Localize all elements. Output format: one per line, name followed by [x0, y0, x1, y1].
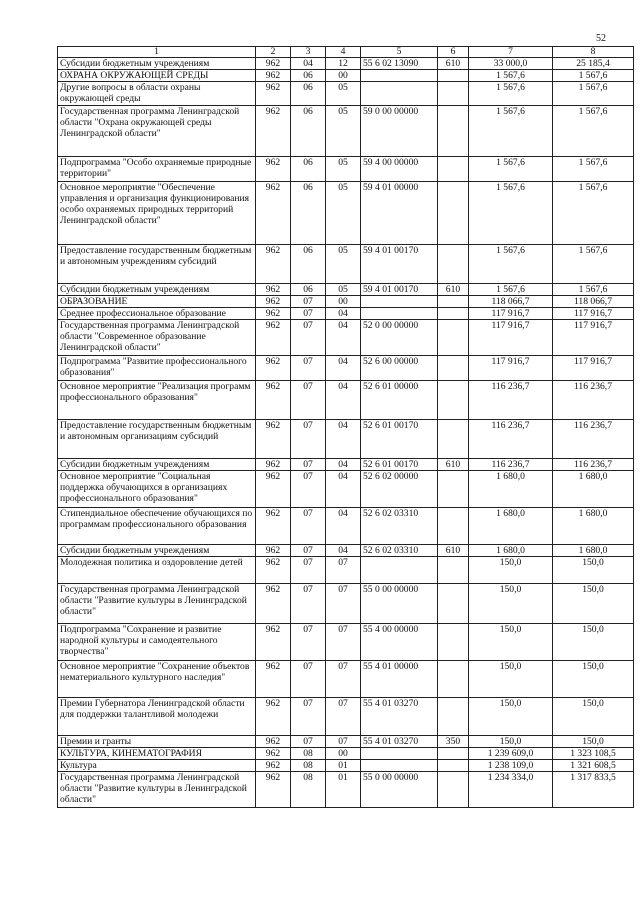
cell-section-code: 06: [291, 70, 326, 82]
cell-amount-2: 116 236,7: [553, 459, 634, 471]
cell-admin-code: 962: [256, 58, 291, 70]
cell-expense-type: [438, 381, 469, 420]
cell-admin-code: 962: [256, 471, 291, 508]
cell-target-code: 55 4 01 00000: [361, 661, 438, 698]
cell-amount-2: 116 236,7: [553, 381, 634, 420]
row-name-cell: Предоставление государственным бюджетным и автономным учреждениям субсидий: [58, 245, 256, 284]
cell-admin-code: 962: [256, 182, 291, 245]
cell-amount-1: 1 567,6: [469, 284, 553, 296]
cell-amount-2: 150,0: [553, 584, 634, 624]
cell-subsection-code: 07: [326, 736, 361, 748]
cell-expense-type: [438, 661, 469, 698]
cell-subsection-code: 05: [326, 284, 361, 296]
cell-subsection-code: 04: [326, 545, 361, 557]
cell-expense-type: [438, 70, 469, 82]
cell-amount-1: 117 916,7: [469, 320, 553, 356]
cell-target-code: 52 6 02 03310: [361, 508, 438, 545]
cell-subsection-code: 07: [326, 557, 361, 584]
cell-amount-2: 117 916,7: [553, 320, 634, 356]
cell-target-code: 55 4 01 03270: [361, 698, 438, 736]
cell-subsection-code: 12: [326, 58, 361, 70]
cell-amount-1: 1 567,6: [469, 82, 553, 106]
table-row: [58, 70, 634, 82]
cell-subsection-code: 04: [326, 381, 361, 420]
cell-admin-code: 962: [256, 308, 291, 320]
table-row: [58, 356, 634, 381]
cell-amount-2: 1 567,6: [553, 182, 634, 245]
cell-section-code: 07: [291, 308, 326, 320]
table-row: [58, 471, 634, 508]
cell-section-code: 07: [291, 557, 326, 584]
table-row: [58, 182, 634, 245]
cell-target-code: 55 0 00 00000: [361, 772, 438, 808]
cell-admin-code: 962: [256, 661, 291, 698]
cell-section-code: 07: [291, 296, 326, 308]
row-name-cell: Культура: [58, 760, 256, 772]
cell-target-code: 52 6 01 00000: [361, 381, 438, 420]
table-row: [58, 736, 634, 748]
column-header: 8: [553, 47, 634, 58]
column-header: 1: [58, 47, 256, 58]
cell-expense-type: [438, 772, 469, 808]
cell-amount-1: 117 916,7: [469, 308, 553, 320]
cell-target-code: 59 4 00 00000: [361, 157, 438, 182]
row-name-cell: Субсидии бюджетным учреждениям: [58, 545, 256, 557]
cell-amount-2: 25 185,4: [553, 58, 634, 70]
cell-admin-code: 962: [256, 624, 291, 661]
cell-admin-code: 962: [256, 420, 291, 459]
table-row: [58, 308, 634, 320]
cell-expense-type: [438, 760, 469, 772]
row-name-cell: Основное мероприятие "Реализация программ профессионального образования": [58, 381, 256, 420]
cell-target-code: 52 6 02 00000: [361, 471, 438, 508]
table-row: [58, 557, 634, 584]
row-name-cell: Подпрограмма "Сохранение и развитие народной культуры и самодеятельного творчества": [58, 624, 256, 661]
table-body: [58, 58, 634, 808]
table-row: [58, 58, 634, 70]
cell-subsection-code: 04: [326, 320, 361, 356]
cell-amount-1: 1 680,0: [469, 545, 553, 557]
table-row: [58, 698, 634, 736]
row-name-cell: Государственная программа Ленинградской области "Развитие культуры в Ленинградской области": [58, 584, 256, 624]
row-name-cell: Стипендиальное обеспечение обучающихся по программам профессионального образования: [58, 508, 256, 545]
cell-amount-2: 117 916,7: [553, 308, 634, 320]
cell-admin-code: 962: [256, 545, 291, 557]
cell-section-code: 07: [291, 356, 326, 381]
cell-section-code: 06: [291, 182, 326, 245]
cell-admin-code: 962: [256, 459, 291, 471]
table-row: [58, 459, 634, 471]
cell-admin-code: 962: [256, 760, 291, 772]
cell-amount-2: 1 680,0: [553, 471, 634, 508]
row-name-cell: Государственная программа Ленинградской области "Охрана окружающей среды Ленинградской области": [58, 106, 256, 157]
cell-section-code: 07: [291, 381, 326, 420]
cell-subsection-code: 05: [326, 157, 361, 182]
row-name-cell: Среднее профессиональное образование: [58, 308, 256, 320]
cell-admin-code: 962: [256, 320, 291, 356]
cell-subsection-code: 07: [326, 698, 361, 736]
cell-target-code: 59 4 01 00170: [361, 245, 438, 284]
row-name-cell: Молодежная политика и оздоровление детей: [58, 557, 256, 584]
cell-admin-code: 962: [256, 70, 291, 82]
cell-admin-code: 962: [256, 245, 291, 284]
budget-table: [57, 46, 634, 808]
cell-subsection-code: 00: [326, 70, 361, 82]
cell-expense-type: 610: [438, 284, 469, 296]
table-row: [58, 284, 634, 296]
cell-section-code: 06: [291, 106, 326, 157]
cell-expense-type: [438, 420, 469, 459]
table-row: [58, 748, 634, 760]
cell-admin-code: 962: [256, 772, 291, 808]
cell-admin-code: 962: [256, 557, 291, 584]
cell-amount-1: 116 236,7: [469, 459, 553, 471]
cell-section-code: 04: [291, 58, 326, 70]
cell-expense-type: [438, 356, 469, 381]
cell-expense-type: [438, 508, 469, 545]
cell-subsection-code: 00: [326, 748, 361, 760]
row-name-cell: Субсидии бюджетным учреждениям: [58, 459, 256, 471]
cell-section-code: 06: [291, 82, 326, 106]
cell-admin-code: 962: [256, 106, 291, 157]
cell-section-code: 07: [291, 624, 326, 661]
cell-subsection-code: 00: [326, 296, 361, 308]
cell-amount-2: 1 321 608,5: [553, 760, 634, 772]
table-row: [58, 157, 634, 182]
cell-section-code: 07: [291, 508, 326, 545]
cell-amount-1: 150,0: [469, 557, 553, 584]
cell-admin-code: 962: [256, 356, 291, 381]
cell-section-code: 06: [291, 284, 326, 296]
cell-amount-2: 1 680,0: [553, 508, 634, 545]
cell-amount-1: 150,0: [469, 661, 553, 698]
cell-target-code: 52 0 00 00000: [361, 320, 438, 356]
cell-admin-code: 962: [256, 381, 291, 420]
cell-amount-2: 1 323 108,5: [553, 748, 634, 760]
cell-subsection-code: 04: [326, 308, 361, 320]
table-row: [58, 296, 634, 308]
column-header: 7: [469, 47, 553, 58]
cell-amount-1: 150,0: [469, 584, 553, 624]
cell-amount-1: 33 000,0: [469, 58, 553, 70]
cell-subsection-code: 04: [326, 508, 361, 545]
cell-expense-type: 610: [438, 459, 469, 471]
cell-amount-2: 118 066,7: [553, 296, 634, 308]
row-name-cell: ОБРАЗОВАНИЕ: [58, 296, 256, 308]
cell-subsection-code: 04: [326, 420, 361, 459]
cell-target-code: 59 0 00 00000: [361, 106, 438, 157]
cell-amount-2: 1 567,6: [553, 82, 634, 106]
cell-admin-code: 962: [256, 748, 291, 760]
cell-target-code: [361, 760, 438, 772]
cell-section-code: 08: [291, 760, 326, 772]
cell-section-code: 06: [291, 245, 326, 284]
cell-admin-code: 962: [256, 284, 291, 296]
cell-expense-type: [438, 106, 469, 157]
cell-expense-type: [438, 624, 469, 661]
column-header: 4: [326, 47, 361, 58]
column-header: 3: [291, 47, 326, 58]
cell-section-code: 07: [291, 459, 326, 471]
row-name-cell: Премии Губернатора Ленинградской области для поддержки талантливой молодежи: [58, 698, 256, 736]
table-row: [58, 381, 634, 420]
cell-subsection-code: 05: [326, 245, 361, 284]
cell-amount-2: 116 236,7: [553, 420, 634, 459]
row-name-cell: Государственная программа Ленинградской области "Развитие культуры в Ленинградской области": [58, 772, 256, 808]
table-row: [58, 82, 634, 106]
cell-expense-type: [438, 82, 469, 106]
row-name-cell: Предоставление государственным бюджетным и автономным организациям субсидий: [58, 420, 256, 459]
cell-amount-1: 1 567,6: [469, 106, 553, 157]
row-name-cell: Субсидии бюджетным учреждениям: [58, 284, 256, 296]
cell-expense-type: [438, 471, 469, 508]
cell-amount-1: 150,0: [469, 698, 553, 736]
table-row: [58, 661, 634, 698]
cell-amount-1: 1 238 109,0: [469, 760, 553, 772]
cell-expense-type: [438, 320, 469, 356]
cell-amount-1: 116 236,7: [469, 420, 553, 459]
column-header: 6: [438, 47, 469, 58]
cell-target-code: [361, 308, 438, 320]
cell-target-code: 55 4 01 03270: [361, 736, 438, 748]
cell-subsection-code: 07: [326, 661, 361, 698]
table-row: [58, 772, 634, 808]
table-row: [58, 106, 634, 157]
cell-target-code: 52 6 01 00170: [361, 459, 438, 471]
cell-amount-2: 117 916,7: [553, 356, 634, 381]
cell-amount-1: 116 236,7: [469, 381, 553, 420]
row-name-cell: Подпрограмма "Особо охраняемые природные территории": [58, 157, 256, 182]
cell-amount-2: 1 567,6: [553, 106, 634, 157]
cell-admin-code: 962: [256, 508, 291, 545]
cell-target-code: 55 0 00 00000: [361, 584, 438, 624]
row-name-cell: Основное мероприятие "Обеспечение управления и организация функционирования особо охраняемых природных территорий Ленинградской области": [58, 182, 256, 245]
cell-subsection-code: 05: [326, 82, 361, 106]
cell-target-code: 59 4 01 00170: [361, 284, 438, 296]
table-row: [58, 420, 634, 459]
cell-subsection-code: 05: [326, 182, 361, 245]
cell-section-code: 06: [291, 157, 326, 182]
cell-target-code: [361, 748, 438, 760]
cell-expense-type: [438, 584, 469, 624]
cell-expense-type: 610: [438, 545, 469, 557]
cell-amount-2: 150,0: [553, 557, 634, 584]
cell-admin-code: 962: [256, 584, 291, 624]
cell-admin-code: 962: [256, 82, 291, 106]
cell-section-code: 07: [291, 471, 326, 508]
table-row: [58, 584, 634, 624]
cell-amount-1: 1 567,6: [469, 157, 553, 182]
cell-section-code: 07: [291, 545, 326, 557]
cell-admin-code: 962: [256, 296, 291, 308]
cell-amount-1: 150,0: [469, 624, 553, 661]
cell-expense-type: [438, 698, 469, 736]
cell-target-code: 55 4 00 00000: [361, 624, 438, 661]
cell-subsection-code: 04: [326, 459, 361, 471]
cell-subsection-code: 04: [326, 356, 361, 381]
row-name-cell: Другие вопросы в области охраны окружающей среды: [58, 82, 256, 106]
page-number: 52: [596, 33, 606, 44]
cell-amount-1: 1 567,6: [469, 70, 553, 82]
cell-expense-type: 350: [438, 736, 469, 748]
cell-expense-type: [438, 557, 469, 584]
cell-amount-2: 150,0: [553, 661, 634, 698]
cell-expense-type: [438, 157, 469, 182]
cell-section-code: 07: [291, 584, 326, 624]
cell-expense-type: [438, 308, 469, 320]
cell-target-code: 59 4 01 00000: [361, 182, 438, 245]
cell-amount-2: 1 567,6: [553, 245, 634, 284]
column-header: 5: [361, 47, 438, 58]
cell-expense-type: [438, 182, 469, 245]
cell-admin-code: 962: [256, 157, 291, 182]
cell-subsection-code: 07: [326, 584, 361, 624]
cell-amount-2: 1 567,6: [553, 284, 634, 296]
cell-section-code: 07: [291, 736, 326, 748]
row-name-cell: ОХРАНА ОКРУЖАЮЩЕЙ СРЕДЫ: [58, 70, 256, 82]
cell-amount-1: 1 239 609,0: [469, 748, 553, 760]
cell-amount-1: 117 916,7: [469, 356, 553, 381]
row-name-cell: Подпрограмма "Развитие профессионального образования": [58, 356, 256, 381]
table-row: [58, 760, 634, 772]
cell-section-code: 07: [291, 698, 326, 736]
cell-subsection-code: 05: [326, 106, 361, 157]
cell-target-code: [361, 82, 438, 106]
row-name-cell: Государственная программа Ленинградской области "Современное образование Ленинградской области": [58, 320, 256, 356]
table-row: [58, 245, 634, 284]
cell-subsection-code: 04: [326, 471, 361, 508]
cell-amount-1: 1 680,0: [469, 471, 553, 508]
cell-amount-1: 150,0: [469, 736, 553, 748]
cell-amount-1: 1 680,0: [469, 508, 553, 545]
cell-expense-type: 610: [438, 58, 469, 70]
cell-section-code: 08: [291, 772, 326, 808]
cell-subsection-code: 01: [326, 772, 361, 808]
cell-amount-2: 1 567,6: [553, 157, 634, 182]
cell-target-code: [361, 70, 438, 82]
cell-section-code: 07: [291, 420, 326, 459]
table-row: [58, 508, 634, 545]
cell-expense-type: [438, 748, 469, 760]
cell-amount-2: 1 680,0: [553, 545, 634, 557]
row-name-cell: КУЛЬТУРА, КИНЕМАТОГРАФИЯ: [58, 748, 256, 760]
cell-target-code: [361, 557, 438, 584]
cell-admin-code: 962: [256, 736, 291, 748]
cell-subsection-code: 07: [326, 624, 361, 661]
cell-target-code: 52 6 00 00000: [361, 356, 438, 381]
cell-amount-2: 150,0: [553, 736, 634, 748]
row-name-cell: Основное мероприятие "Социальная поддержка обучающихся в организациях профессионального образования": [58, 471, 256, 508]
cell-amount-1: 1 567,6: [469, 182, 553, 245]
row-name-cell: Премии и гранты: [58, 736, 256, 748]
table-row: [58, 320, 634, 356]
cell-section-code: 07: [291, 661, 326, 698]
cell-amount-1: 118 066,7: [469, 296, 553, 308]
row-name-cell: Основное мероприятие "Сохранение объектов нематериального культурного наследия": [58, 661, 256, 698]
cell-target-code: [361, 296, 438, 308]
cell-section-code: 07: [291, 320, 326, 356]
cell-target-code: 52 6 02 03310: [361, 545, 438, 557]
cell-target-code: 52 6 01 00170: [361, 420, 438, 459]
cell-amount-2: 1 567,6: [553, 70, 634, 82]
table-row: [58, 545, 634, 557]
cell-amount-2: 150,0: [553, 624, 634, 661]
cell-subsection-code: 01: [326, 760, 361, 772]
table-row: [58, 624, 634, 661]
cell-amount-2: 150,0: [553, 698, 634, 736]
cell-amount-1: 1 234 334,0: [469, 772, 553, 808]
column-header: 2: [256, 47, 291, 58]
cell-amount-1: 1 567,6: [469, 245, 553, 284]
cell-target-code: 55 6 02 13090: [361, 58, 438, 70]
cell-section-code: 08: [291, 748, 326, 760]
column-header-row: [58, 47, 634, 58]
row-name-cell: Субсидии бюджетным учреждениям: [58, 58, 256, 70]
cell-amount-2: 1 317 833,5: [553, 772, 634, 808]
cell-admin-code: 962: [256, 698, 291, 736]
cell-expense-type: [438, 245, 469, 284]
cell-expense-type: [438, 296, 469, 308]
